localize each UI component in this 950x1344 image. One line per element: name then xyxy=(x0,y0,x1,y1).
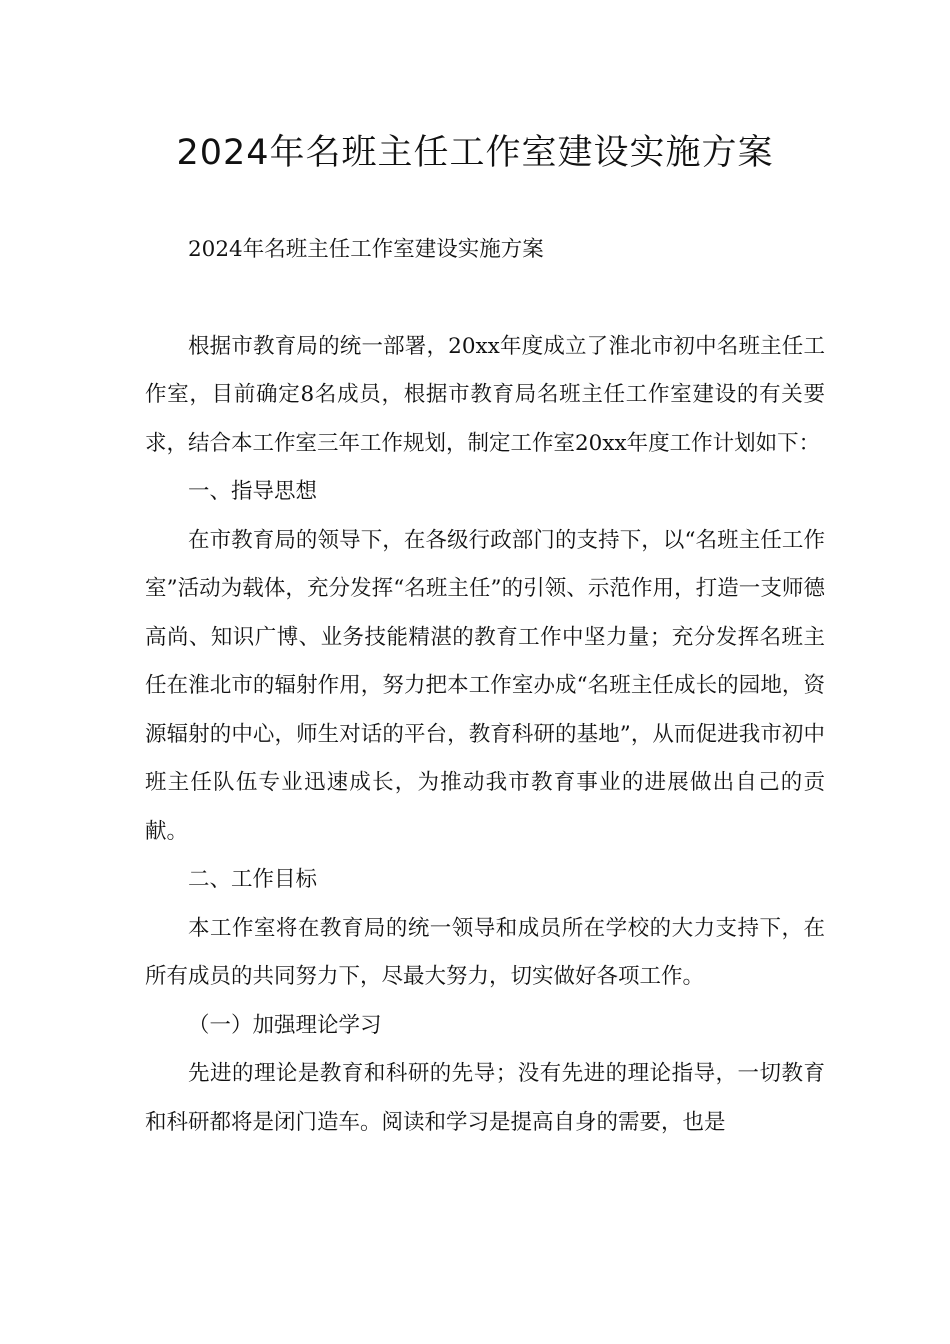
document-title: 2024年名班主任工作室建设实施方案 xyxy=(176,133,774,173)
section-heading-guiding-ideology: 一、指导思想 xyxy=(188,479,318,504)
document-body xyxy=(145,226,825,1147)
theory-study-paragraph: 先进的理论是教育和科研的先导；没有先进的理论指导，一切教育和科研都将是闭门造车。阅读和学习是提高自身的需要，也是 xyxy=(145,1061,825,1135)
section-heading-work-goals: 二、工作目标 xyxy=(188,867,318,892)
guiding-ideology-paragraph: 在市教育局的领导下，在各级行政部门的支持下，以“名班主任工作室”活动为载体，充分发挥“名班主任”的引领、示范作用，打造一支师德高尚、知识广博、业务技能精湛的教育工作中坚力量；充分发挥名班主任在淮北市的辐射作用，努力把本工作室办成“名班主任成长的园地，资源辐射的中心，师生对话的平台，教育科研的基地”，从而促进我市初中班主任队伍专业迅速成长，为推动我市教育事业的进展做出自己的贡献。 xyxy=(145,527,825,844)
work-goals-paragraph: 本工作室将在教育局的统一领导和成员所在学校的大力支持下，在所有成员的共同努力下，尽最大努力，切实做好各项工作。 xyxy=(145,915,825,989)
intro-paragraph: 根据市教育局的统一部署，20xx年度成立了淮北市初中名班主任工作室，目前确定8名成员，根据市教育局名班主任工作室建设的有关要求，结合本工作室三年工作规划，制定工作室20xx年度工作计划如下： xyxy=(145,333,825,456)
document-subtitle: 2024年名班主任工作室建设实施方案 xyxy=(188,237,544,262)
subsection-heading-theory-study: （一）加强理论学习 xyxy=(188,1012,382,1038)
